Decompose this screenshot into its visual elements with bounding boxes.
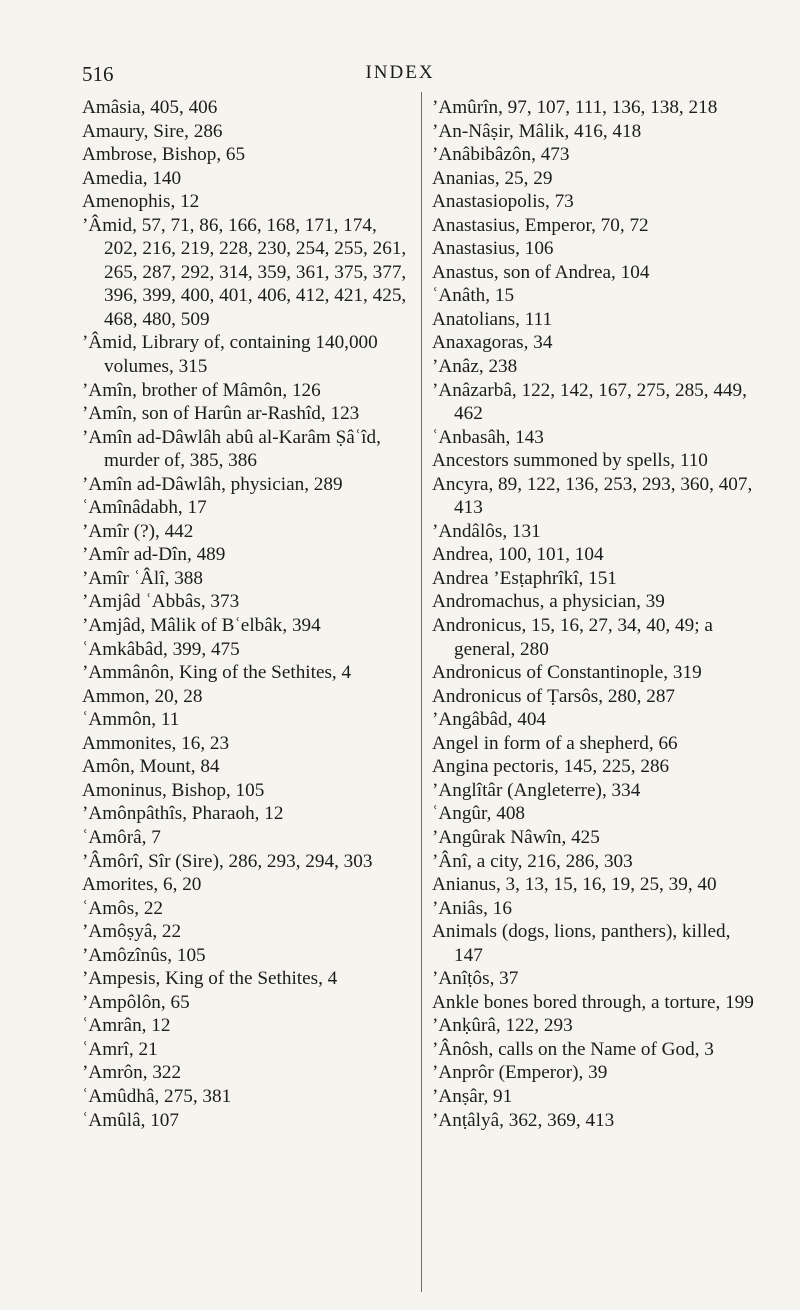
index-entry: ’Amîr ʿÂlî, 388	[82, 567, 203, 589]
index-entry: Amoninus, Bishop, 105	[82, 779, 265, 801]
index-entry: Amedia, 140	[82, 167, 182, 189]
index-entry: ʿAmmôn, 11	[82, 709, 180, 731]
index-entry: ’Âmid, Library of, containing 140,000 volumes, 315	[82, 332, 378, 378]
index-entry: ’Amôzînûs, 105	[82, 944, 206, 966]
index-entry: Andronicus, 15, 16, 27, 34, 40, 49; a general, 280	[432, 615, 713, 660]
index-entry: ’Anâbibâzôn, 473	[432, 144, 570, 166]
index-entry: ’Anḳûrâ, 122, 293	[432, 1015, 573, 1037]
index-entry: ’Amîn, son of Harûn ar-Rashîd, 123	[82, 403, 360, 425]
index-entry: ’Anglîtâr (Angleterre), 334	[432, 779, 641, 801]
index-entry: Ancestors summoned by spells, 110	[432, 450, 708, 472]
running-head: INDEX	[365, 62, 435, 83]
page-number: 516	[82, 62, 114, 86]
index-entry: Amenophis, 12	[82, 191, 200, 213]
index-entry: ʿAngûr, 408	[432, 803, 526, 825]
index-entry: ’Anâz, 238	[432, 356, 518, 378]
index-entry: Ammon, 20, 28	[82, 685, 203, 707]
index-entry: ʿAmûdhâ, 275, 381	[82, 1085, 232, 1107]
column-divider	[421, 92, 422, 1292]
index-entry: Andrea ’Esṭaphrîkî, 151	[432, 567, 617, 589]
index-entry: Andrea, 100, 101, 104	[432, 544, 604, 566]
index-entry: ’Ammânôn, King of the Sethites, 4	[82, 662, 352, 684]
index-entry: Anatolians, 111	[432, 308, 553, 330]
index-entry: Angel in form of a shepherd, 66	[432, 732, 678, 754]
index-entry: ’Amônpâthîs, Pharaoh, 12	[82, 803, 284, 825]
index-entry: ’Amjâd ʿAbbâs, 373	[82, 591, 240, 613]
index-entry: Animals (dogs, lions, panthers), killed, 147	[432, 921, 731, 966]
index-entry: ’Anprôr (Emperor), 39	[432, 1062, 608, 1084]
index-entry: ʿAmûlâ, 107	[82, 1109, 179, 1131]
left-index-column	[82, 96, 410, 1132]
index-entry: ’Amûrîn, 97, 107, 111, 136, 138, 218	[432, 97, 718, 118]
index-entry: ’Âmôrî, Sîr (Sire), 286, 293, 294, 303	[82, 850, 373, 872]
index-entry: ’Angûrak Nâwîn, 425	[432, 826, 600, 848]
index-entry: Amaury, Sire, 286	[82, 120, 223, 142]
index-entry: Andronicus of Ṭarsôs, 280, 287	[432, 685, 676, 707]
index-entry: Amâsia, 405, 406	[82, 97, 218, 118]
index-entry: Anianus, 3, 13, 15, 16, 19, 25, 39, 40	[432, 874, 717, 896]
index-entry: Anastus, son of Andrea, 104	[432, 261, 650, 283]
index-entry: ’Amrôn, 322	[82, 1062, 182, 1084]
index-entry: Ananias, 25, 29	[432, 167, 553, 189]
index-entry: ’Ampôlôn, 65	[82, 991, 190, 1013]
index-entry: ʿAmînâdabh, 17	[82, 497, 207, 519]
index-entry: ’Anṣâr, 91	[432, 1085, 513, 1107]
index-entry: ’Amîr ad-Dîn, 489	[82, 544, 226, 566]
index-entry: ’Ânî, a city, 216, 286, 303	[432, 850, 633, 872]
index-entry: ’Anâzarbâ, 122, 142, 167, 275, 285, 449, 462	[432, 379, 747, 425]
page-header	[0, 62, 800, 92]
index-entry: ’An-Nâṣir, Mâlik, 416, 418	[432, 120, 642, 142]
index-entry: Andronicus of Constantinople, 319	[432, 662, 702, 684]
index-entry: Andromachus, a physician, 39	[432, 591, 665, 613]
index-entry: ’Aniâs, 16	[432, 897, 512, 919]
index-entry: ʿAmrân, 12	[82, 1015, 171, 1037]
right-index-column	[432, 96, 762, 1132]
index-entry: ’Ânôsh, calls on the Name of God, 3	[432, 1038, 714, 1060]
index-entry: ’Anṭâlyâ, 362, 369, 413	[432, 1109, 615, 1131]
index-entry: Ambrose, Bishop, 65	[82, 144, 246, 166]
index-entry: ʿAmkâbâd, 399, 475	[82, 638, 240, 660]
index-entry: Anaxagoras, 34	[432, 332, 553, 354]
index-entry: ’Âmid, 57, 71, 86, 166, 168, 171, 174, 202, 216, 219, 228, 230, 254, 255, 261, 265, 287, 292, 314, 359, 361, 375, 377, 396, 399, 400, 401, 406, 412, 421, 425, 468, 480, 509	[82, 214, 407, 330]
index-entry: ’Angâbâd, 404	[432, 709, 547, 731]
index-entry: ʿAmôrâ, 7	[82, 826, 161, 848]
index-entry: Ammonites, 16, 23	[82, 732, 230, 754]
index-entry: Ancyra, 89, 122, 136, 253, 293, 360, 407, 413	[432, 473, 753, 519]
index-entry: Angina pectoris, 145, 225, 286	[432, 756, 670, 778]
index-entry: ’Amîr (?), 442	[82, 520, 194, 542]
index-entry: ’Amjâd, Mâlik of Bʿelbâk, 394	[82, 615, 321, 637]
index-entry: Anastasiopolis, 73	[432, 191, 574, 213]
index-entry: ʿAmôs, 22	[82, 897, 164, 919]
index-entry: Anastasius, Emperor, 70, 72	[432, 214, 649, 236]
index-entry: ’Amîn, brother of Mâmôn, 126	[82, 379, 321, 401]
index-entry: Amorites, 6, 20	[82, 874, 202, 896]
index-entry: Anastasius, 106	[432, 238, 554, 260]
index-entry: ʿAnâth, 15	[432, 285, 515, 307]
index-entry: Amôn, Mount, 84	[82, 756, 220, 778]
index-entry: ’Ampesis, King of the Sethites, 4	[82, 968, 338, 990]
index-entry: ’Anîṭôs, 37	[432, 968, 519, 990]
index-entry: Ankle bones bored through, a torture, 199	[432, 991, 754, 1013]
index-entry: ’Amîn ad-Dâwlâh, physician, 289	[82, 473, 343, 495]
index-entry: ’Amîn ad-Dâwlâh abû al-Karâm Ṣâʿîd, murder of, 385, 386	[82, 426, 381, 472]
index-entry: ’Amôṣyâ, 22	[82, 921, 182, 943]
index-entry: ʿAmrî, 21	[82, 1038, 158, 1060]
index-entry: ’Andâlôs, 131	[432, 520, 541, 542]
index-entry: ʿAnbasâh, 143	[432, 426, 544, 448]
